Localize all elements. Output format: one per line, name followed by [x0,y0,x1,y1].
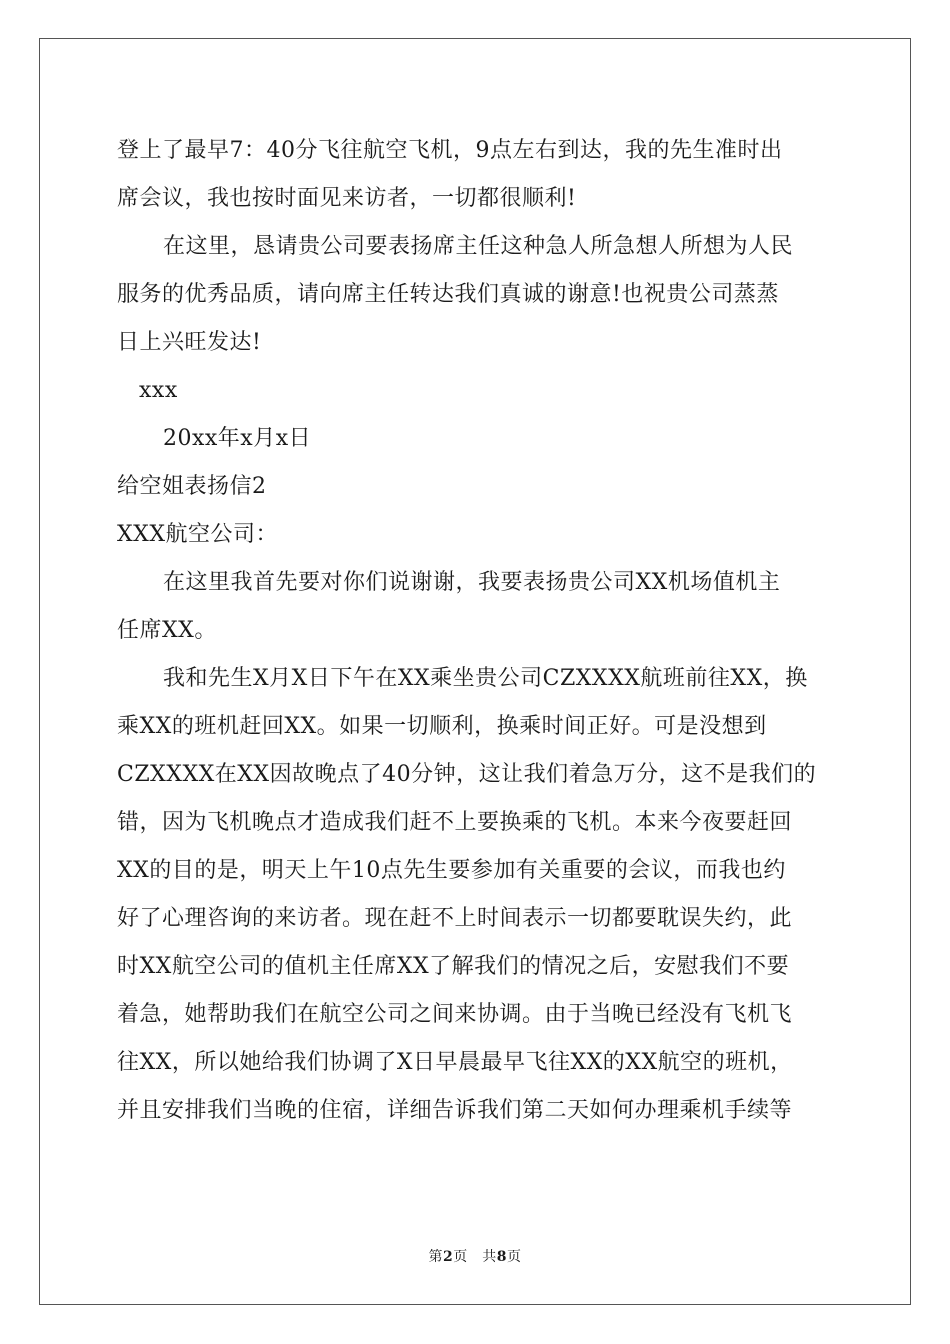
paragraph-start: 在这里我首先要对你们说谢谢，我要表扬贵公司XX机场值机主 [163,570,781,595]
text-line: 乘XX的班机赶回XX。如果一切顺利，换乘时间正好。可是没想到 [117,714,767,739]
total-page-number: 8 [496,1249,507,1265]
text-line: 错，因为飞机晚点才造成我们赶不上要换乘的飞机。本来今夜要赶回 [117,810,793,835]
page-label-suffix: 页 [507,1249,522,1265]
paragraph-start: 在这里，恳请贵公司要表扬席主任这种急人所急想人所想为人民 [163,234,794,259]
page-footer [0,1246,950,1266]
text-line: 往XX，所以她给我们协调了X日早晨最早飞往XX的XX航空的班机， [117,1050,793,1075]
text-line: 服务的优秀品质，请向席主任转达我们真诚的谢意!也祝贵公司蒸蒸 [117,282,779,307]
signature: xxx [139,378,178,403]
current-page-number: 2 [443,1249,454,1265]
paragraph-start: 我和先生X月X日下午在XX乘坐贵公司CZXXXX航班前往XX，换 [163,666,808,691]
text-line: 登上了最早7：40分飞往航空飞机，9点左右到达，我的先生准时出 [117,138,783,163]
text-line: 并且安排我们当晚的住宿，详细告诉我们第二天如何办理乘机手续等 [117,1098,793,1123]
text-line: 日上兴旺发达! [117,330,262,355]
text-line: XX的目的是，明天上午10点先生要参加有关重要的会议，而我也约 [117,858,786,883]
text-line: 时XX航空公司的值机主任席XX了解我们的情况之后，安慰我们不要 [117,954,790,979]
text-line: 任席XX。 [117,618,217,643]
salutation: XXX航空公司： [117,522,278,547]
document-body [117,127,837,1135]
text-line: CZXXXX在XX因故晚点了40分钟，这让我们着急万分，这不是我们的 [117,762,817,787]
section-title: 给空姐表扬信2 [117,474,267,499]
text-line: 席会议，我也按时面见来访者，一切都很顺利! [117,186,577,211]
text-line: 着急，她帮助我们在航空公司之间来协调。由于当晚已经没有飞机飞 [117,1002,793,1027]
date-line: 20xx年x月x日 [163,426,312,451]
text-line: 好了心理咨询的来访者。现在赶不上时间表示一切都要耽误失约，此 [117,906,793,931]
page-label-mid: 页 共 [453,1249,497,1265]
page-label-prefix: 第 [428,1249,443,1265]
